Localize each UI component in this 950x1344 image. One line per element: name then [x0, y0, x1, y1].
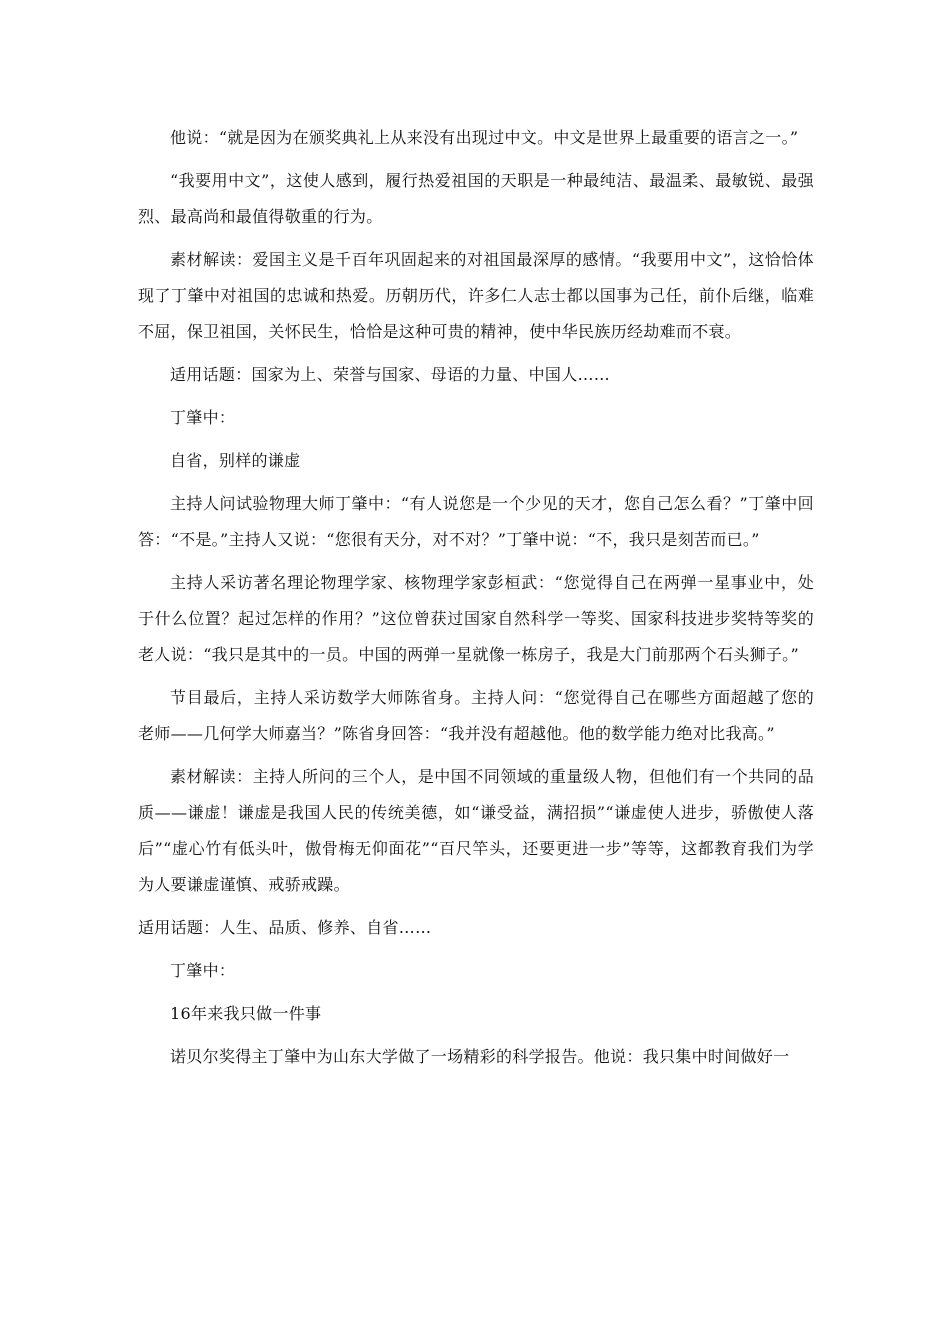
paragraph-1: 他说：“就是因为在颁奖典礼上从来没有出现过中文。中文是世界上最重要的语言之一。” [170, 128, 799, 147]
paragraph-8: 主持人采访著名理论物理学家、核物理学家彭桓武：“您觉得自己在两弹一星事业中，处于什么位置？起过怎样的作用？”这位曾获过国家自然科学一等奖、国家科技进步奖特等奖的老人说：“我只是其中的一员。中国的两弹一星就像一栋房子，我是大门前那两个石头狮子。” [138, 573, 814, 664]
topic-line-1: 适用话题：国家为上、荣誉与国家、母语的力量、中国人…… [170, 365, 611, 384]
paragraph-10: 素材解读：主持人所问的三个人，是中国不同领域的重量级人物，但他们有一个共同的品质——谦虚！谦虚是我国人民的传统美德，如“谦受益，满招损”“谦虚使人进步，骄傲使人落后”“虚心竹有低头叶，傲骨梅无仰面花”“百尺竿头，还要更进一步”等等，这都教育我们为学为人要谦虚谨慎、戒骄戒躁。 [138, 767, 814, 894]
paragraph-14: 诺贝尔奖得主丁肇中为山东大学做了一场精彩的科学报告。他说：我只集中时间做好一 [170, 1047, 790, 1066]
person-label-2: 丁肇中： [170, 961, 236, 980]
section-title-16-years: 16年来我只做一件事 [170, 1004, 322, 1023]
paragraph-3: 素材解读：爱国主义是千百年巩固起来的对祖国最深厚的感情。“我要用中文”，这恰恰体现了丁肇中对祖国的忠诚和热爱。历朝历代，许多仁人志士都以国事为己任，前仆后继，临难不屈，保卫祖国，关怀民生，恰恰是这种可贵的精神，使中华民族历经劫难而不衰。 [138, 250, 814, 341]
section-title-humility: 自省，别样的谦虚 [170, 451, 301, 470]
paragraph-2: “我要用中文”，这使人感到，履行热爱祖国的天职是一种最纯洁、最温柔、最敏锐、最强烈、最高尚和最值得敬重的行为。 [138, 171, 814, 226]
paragraph-9: 节目最后，主持人采访数学大师陈省身。主持人问：“您觉得自己在哪些方面超越了您的老师——几何学大师嘉当？”陈省身回答：“我并没有超越他。他的数学能力绝对比我高。” [138, 688, 814, 743]
topic-line-2: 适用话题：人生、品质、修养、自省…… [138, 918, 432, 937]
paragraph-7: 主持人问试验物理大师丁肇中：“有人说您是一个少见的天才，您自己怎么看？”丁肇中回答：“不是。”主持人又说：“您很有天分，对不对？”丁肇中说：“不，我只是刻苦而已。” [138, 494, 814, 549]
person-label-1: 丁肇中： [170, 408, 236, 427]
document-body [138, 120, 814, 1082]
